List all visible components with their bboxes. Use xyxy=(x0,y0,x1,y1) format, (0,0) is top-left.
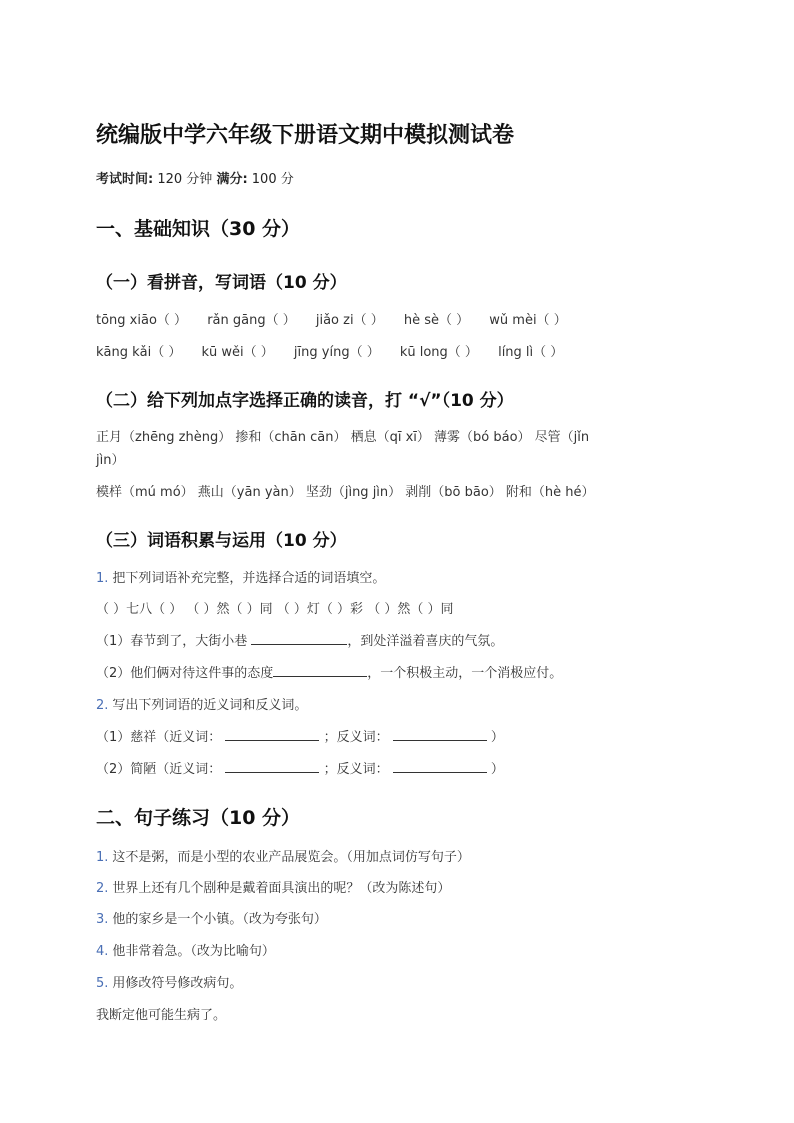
time-label: 考试时间: xyxy=(96,172,154,187)
reading-row-2: 模样（mú mó） 燕山（yān yàn） 坚劲（jìng jìn） 剥削（bō bāo） 附和（hè hé） xyxy=(96,485,595,500)
reading-row-1: 正月（zhēng zhèng） 掺和（chān cān） 栖息（qī xī） 薄雾（bó báo） 尽管（jǐn xyxy=(96,430,590,445)
pinyin-item: jiǎo zi（ ） xyxy=(315,313,384,328)
sentence-text: （1）春节到了，大街小巷 xyxy=(96,634,248,649)
section2-heading: 二、句子练习（10 分） xyxy=(96,807,301,829)
synonym-row-1 xyxy=(96,726,504,745)
question-number: 2. xyxy=(96,881,109,896)
sentence-text: （1）慈祥（近义词： xyxy=(96,730,222,745)
sentence-text: ，到处洋溢着喜庆的气氛。 xyxy=(347,634,504,649)
sentence-text: （2）他们俩对待这件事的态度 xyxy=(96,666,274,681)
sick-sentence: 我断定他可能生病了。 xyxy=(96,1008,227,1023)
list-item xyxy=(96,908,327,927)
question-text: 这不是粥，而是小型的农业产品展览会。（用加点词仿写句子） xyxy=(112,850,470,865)
pinyin-item: kū wěi（ ） xyxy=(201,345,274,360)
pinyin-item: líng lì（ ） xyxy=(498,345,564,360)
fill-words-row: （ ）七八（ ） （ ）然（ ）同 （ ）灯（ ）彩 （ ）然（ ）同 xyxy=(96,602,454,617)
synonym-row-2 xyxy=(96,758,504,777)
pinyin-row-2 xyxy=(96,341,579,360)
question-number: 1. xyxy=(96,571,109,586)
reading-row-1-cont: jìn） xyxy=(96,453,125,468)
score-label: 满分: xyxy=(216,172,248,187)
question-number: 5. xyxy=(96,976,109,991)
page-title: 统编版中学六年级下册语文期中模拟测试卷 xyxy=(96,123,515,148)
fill-sentence-1 xyxy=(96,630,503,649)
question-number: 1. xyxy=(96,850,109,865)
answer-blank[interactable] xyxy=(225,728,319,741)
question-number: 2. xyxy=(96,698,109,713)
pinyin-row-1 xyxy=(96,309,583,328)
part2-heading: （二）给下列加点字选择正确的读音，打 “√”（10 分） xyxy=(96,391,514,411)
sentence-text: （2）简陋（近义词： xyxy=(96,762,222,777)
question-text: 他非常着急。（改为比喻句） xyxy=(112,944,275,959)
score-value: 100 分 xyxy=(251,172,294,187)
question-number: 4. xyxy=(96,944,109,959)
answer-blank[interactable] xyxy=(273,664,367,677)
section1-heading: 一、基础知识（30 分） xyxy=(96,218,301,240)
list-item xyxy=(96,972,242,991)
question-number: 3. xyxy=(96,912,109,927)
list-item xyxy=(96,846,470,865)
sentence-text: ） xyxy=(490,762,504,777)
question-text: 写出下列词语的近义词和反义词。 xyxy=(112,698,308,713)
exam-meta xyxy=(96,168,294,187)
pinyin-item: hè sè（ ） xyxy=(403,313,470,328)
list-item xyxy=(96,877,450,896)
question-1 xyxy=(96,567,385,586)
question-text: 他的家乡是一个小镇。（改为夸张句） xyxy=(112,912,327,927)
pinyin-item: wǔ mèi（ ） xyxy=(489,313,567,328)
part3-heading: （三）词语积累与运用（10 分） xyxy=(96,531,347,551)
list-item xyxy=(96,940,275,959)
question-text: 把下列词语补充完整，并选择合适的词语填空。 xyxy=(112,571,386,586)
question-text: 用修改符号修改病句。 xyxy=(112,976,243,991)
pinyin-item: rǎn gāng（ ） xyxy=(207,313,296,328)
pinyin-item: kū long（ ） xyxy=(399,345,478,360)
part1-heading: （一）看拼音，写词语（10 分） xyxy=(96,273,347,293)
question-2 xyxy=(96,694,307,713)
pinyin-item: tōng xiāo（ ） xyxy=(96,313,188,328)
sentence-text: ；反义词： xyxy=(323,762,389,777)
answer-blank[interactable] xyxy=(251,632,347,645)
sentence-text: ；反义词： xyxy=(323,730,389,745)
answer-blank[interactable] xyxy=(225,760,319,773)
answer-blank[interactable] xyxy=(393,760,487,773)
answer-blank[interactable] xyxy=(393,728,487,741)
question-text: 世界上还有几个剧种是戴着面具演出的呢？（改为陈述句） xyxy=(112,881,451,896)
pinyin-item: kāng kǎi（ ） xyxy=(96,345,182,360)
time-value: 120 分钟 xyxy=(157,172,213,187)
pinyin-item: jīng yíng（ ） xyxy=(293,345,380,360)
fill-sentence-2 xyxy=(96,662,562,681)
sentence-text: ） xyxy=(490,730,504,745)
sentence-text: ，一个积极主动，一个消极应付。 xyxy=(367,666,563,681)
